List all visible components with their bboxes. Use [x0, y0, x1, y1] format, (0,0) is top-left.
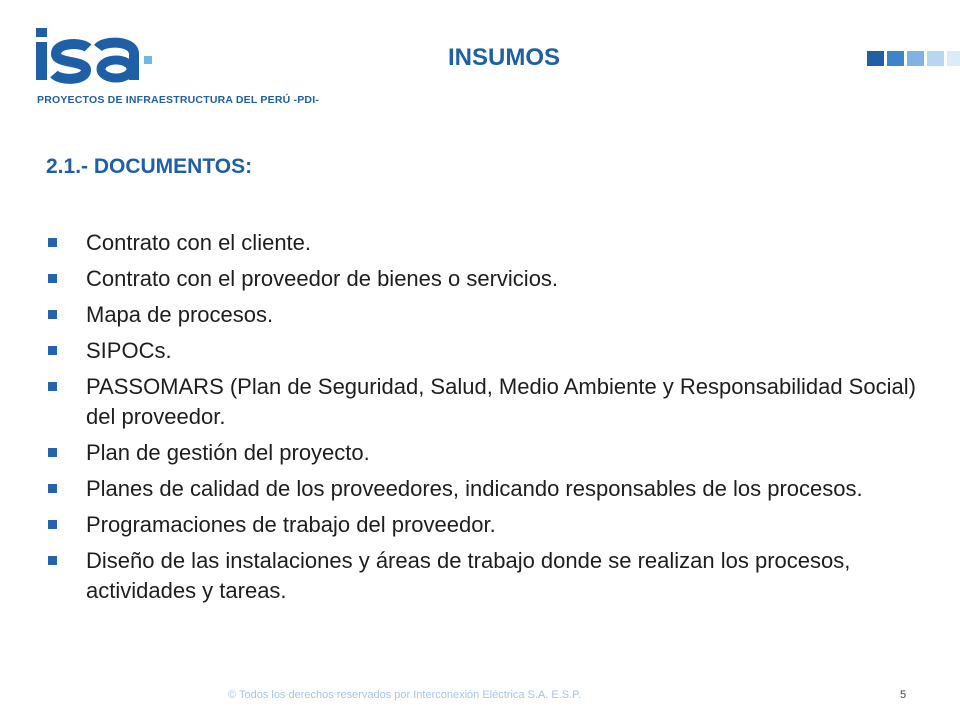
bullet-item [46, 474, 926, 504]
bullet-text: Mapa de procesos. [86, 302, 274, 327]
bullet-square-icon [48, 448, 57, 457]
bullet-item [46, 336, 926, 366]
decorative-squares [867, 51, 960, 66]
slide-title: INSUMOS [448, 44, 561, 71]
deco-square [887, 51, 904, 66]
bullet-text: SIPOCs. [86, 338, 172, 363]
bullet-square-icon [48, 520, 57, 529]
bullet-square-icon [48, 346, 57, 355]
deco-square [927, 51, 944, 66]
bullet-item [46, 510, 926, 540]
bullet-text: Contrato con el proveedor de bienes o servicios. [86, 266, 559, 291]
bullet-list [46, 228, 926, 612]
section-heading: 2.1.- DOCUMENTOS: [46, 155, 253, 178]
bullet-square-icon [48, 274, 57, 283]
isa-logo [30, 26, 170, 86]
bullet-text: PASSOMARS (Plan de Seguridad, Salud, Medio Ambiente y Responsabilidad Social) del proveedor. [86, 374, 916, 429]
bullet-item [46, 438, 926, 468]
bullet-text: Plan de gestión del proyecto. [86, 440, 370, 465]
bullet-text: Contrato con el cliente. [86, 230, 312, 255]
deco-square [867, 51, 884, 66]
deco-square [947, 51, 960, 66]
bullet-item [46, 546, 926, 606]
bullet-text: Programaciones de trabajo del proveedor. [86, 512, 496, 537]
bullet-item [46, 372, 926, 432]
bullet-item [46, 228, 926, 258]
bullet-square-icon [48, 310, 57, 319]
page-number: 5 [900, 689, 907, 701]
bullet-square-icon [48, 484, 57, 493]
deco-square [907, 51, 924, 66]
bullet-square-icon [48, 556, 57, 565]
logo-subtitle: PROYECTOS DE INFRAESTRUCTURA DEL PERÚ -PDI- [37, 94, 320, 106]
bullet-square-icon [48, 382, 57, 391]
bullet-item [46, 264, 926, 294]
footer-copyright: © Todos los derechos reservados por Interconexión Eléctrica S.A. E.S.P. [228, 689, 582, 701]
bullet-item [46, 300, 926, 330]
bullet-square-icon [48, 238, 57, 247]
bullet-text: Diseño de las instalaciones y áreas de trabajo donde se realizan los procesos, actividades y tareas. [86, 548, 851, 603]
bullet-text: Planes de calidad de los proveedores, indicando responsables de los procesos. [86, 476, 863, 501]
